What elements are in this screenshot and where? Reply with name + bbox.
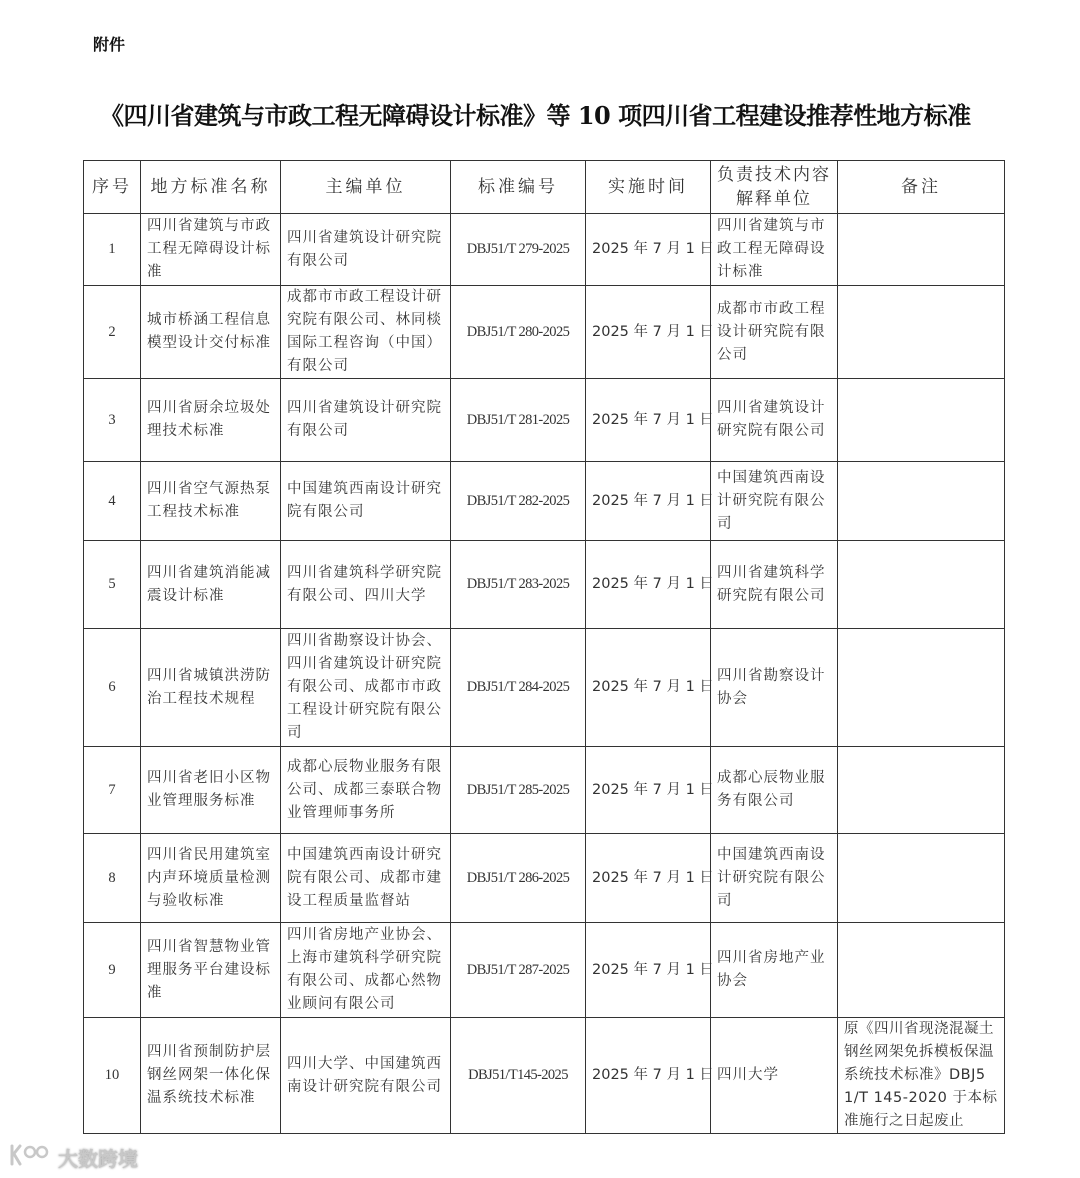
- col-header-interpreter: 负责技术内容解释单位: [711, 161, 838, 214]
- cell-interpreter: 中国建筑西南设计研究院有限公司: [711, 834, 838, 923]
- standards-table: [83, 160, 1005, 1134]
- cell-code: DBJ51/T 287-2025: [451, 923, 586, 1018]
- cell-interpreter: 四川省建筑设计研究院有限公司: [711, 379, 838, 462]
- cell-code: DBJ51/T145-2025: [451, 1018, 586, 1134]
- cell-name: 四川省预制防护层钢丝网架一体化保温系统技术标准: [141, 1018, 281, 1134]
- cell-no: 3: [84, 379, 141, 462]
- cell-name: 四川省空气源热泵工程技术标准: [141, 462, 281, 541]
- cell-editor: 中国建筑西南设计研究院有限公司、成都市建设工程质量监督站: [281, 834, 451, 923]
- cell-no: 9: [84, 923, 141, 1018]
- cell-date: 2025 年 7 月 1 日: [586, 923, 711, 1018]
- table-row: [84, 747, 1005, 834]
- cell-interpreter: 四川省建筑科学研究院有限公司: [711, 541, 838, 629]
- cell-name: 四川省城镇洪涝防治工程技术规程: [141, 629, 281, 747]
- cell-editor: 成都市市政工程设计研究院有限公司、林同棪国际工程咨询（中国）有限公司: [281, 286, 451, 379]
- cell-editor: 四川省建筑科学研究院有限公司、四川大学: [281, 541, 451, 629]
- cell-code: DBJ51/T 283-2025: [451, 541, 586, 629]
- cell-code: DBJ51/T 282-2025: [451, 462, 586, 541]
- table-row: [84, 462, 1005, 541]
- col-header-name: 地方标准名称: [141, 161, 281, 214]
- cell-editor: 中国建筑西南设计研究院有限公司: [281, 462, 451, 541]
- watermark-logo-icon: [8, 1142, 52, 1173]
- cell-editor: 成都心辰物业服务有限公司、成都三泰联合物业管理师事务所: [281, 747, 451, 834]
- cell-note: 原《四川省现浇混凝土钢丝网架免拆模板保温系统技术标准》DBJ51/T 145-2020 于本标准施行之日起废止: [838, 1018, 1005, 1134]
- cell-note: [838, 379, 1005, 462]
- document-title: 《四川省建筑与市政工程无障碍设计标准》等 10 项四川省工程建设推荐性地方标准: [100, 101, 971, 130]
- table-header-row: [84, 161, 1005, 214]
- cell-name: 四川省建筑消能减震设计标准: [141, 541, 281, 629]
- cell-no: 1: [84, 214, 141, 286]
- cell-name: 四川省建筑与市政工程无障碍设计标准: [141, 214, 281, 286]
- attachment-label: 附件: [93, 35, 126, 54]
- col-header-date: 实施时间: [586, 161, 711, 214]
- cell-editor: 四川省房地产业协会、上海市建筑科学研究院有限公司、成都心然物业顾问有限公司: [281, 923, 451, 1018]
- cell-name: 四川省厨余垃圾处理技术标准: [141, 379, 281, 462]
- cell-date: 2025 年 7 月 1 日: [586, 1018, 711, 1134]
- table-row: [84, 834, 1005, 923]
- table-row: [84, 629, 1005, 747]
- cell-no: 5: [84, 541, 141, 629]
- cell-name: 四川省老旧小区物业管理服务标准: [141, 747, 281, 834]
- cell-interpreter: 中国建筑西南设计研究院有限公司: [711, 462, 838, 541]
- cell-name: 四川省智慧物业管理服务平台建设标准: [141, 923, 281, 1018]
- cell-date: 2025 年 7 月 1 日: [586, 214, 711, 286]
- cell-interpreter: 成都心辰物业服务有限公司: [711, 747, 838, 834]
- cell-interpreter: 四川大学: [711, 1018, 838, 1134]
- cell-editor: 四川大学、中国建筑西南设计研究院有限公司: [281, 1018, 451, 1134]
- cell-note: [838, 541, 1005, 629]
- table-row: [84, 923, 1005, 1018]
- cell-note: [838, 462, 1005, 541]
- cell-editor: 四川省建筑设计研究院有限公司: [281, 379, 451, 462]
- cell-date: 2025 年 7 月 1 日: [586, 379, 711, 462]
- cell-code: DBJ51/T 285-2025: [451, 747, 586, 834]
- cell-note: [838, 923, 1005, 1018]
- cell-code: DBJ51/T 279-2025: [451, 214, 586, 286]
- cell-editor: 四川省勘察设计协会、四川省建筑设计研究院有限公司、成都市市政工程设计研究院有限公司: [281, 629, 451, 747]
- watermark: [8, 1142, 138, 1173]
- cell-no: 10: [84, 1018, 141, 1134]
- table-row: [84, 286, 1005, 379]
- cell-interpreter: 四川省建筑与市政工程无障碍设计标准: [711, 214, 838, 286]
- table-row: [84, 379, 1005, 462]
- col-header-editor: 主编单位: [281, 161, 451, 214]
- cell-note: [838, 214, 1005, 286]
- cell-date: 2025 年 7 月 1 日: [586, 834, 711, 923]
- cell-interpreter: 成都市市政工程设计研究院有限公司: [711, 286, 838, 379]
- cell-note: [838, 286, 1005, 379]
- col-header-code: 标准编号: [451, 161, 586, 214]
- col-header-note: 备注: [838, 161, 1005, 214]
- table-row: [84, 214, 1005, 286]
- cell-note: [838, 747, 1005, 834]
- cell-date: 2025 年 7 月 1 日: [586, 286, 711, 379]
- cell-no: 4: [84, 462, 141, 541]
- cell-code: DBJ51/T 286-2025: [451, 834, 586, 923]
- cell-no: 8: [84, 834, 141, 923]
- cell-no: 2: [84, 286, 141, 379]
- cell-date: 2025 年 7 月 1 日: [586, 747, 711, 834]
- watermark-text: 大数跨境: [58, 1147, 138, 1171]
- table-row: [84, 1018, 1005, 1134]
- table-row: [84, 541, 1005, 629]
- cell-code: DBJ51/T 284-2025: [451, 629, 586, 747]
- cell-editor: 四川省建筑设计研究院有限公司: [281, 214, 451, 286]
- col-header-no: 序号: [84, 161, 141, 214]
- cell-interpreter: 四川省勘察设计协会: [711, 629, 838, 747]
- cell-code: DBJ51/T 280-2025: [451, 286, 586, 379]
- cell-date: 2025 年 7 月 1 日: [586, 462, 711, 541]
- cell-name: 城市桥涵工程信息模型设计交付标准: [141, 286, 281, 379]
- cell-note: [838, 629, 1005, 747]
- cell-date: 2025 年 7 月 1 日: [586, 541, 711, 629]
- cell-interpreter: 四川省房地产业协会: [711, 923, 838, 1018]
- cell-note: [838, 834, 1005, 923]
- cell-code: DBJ51/T 281-2025: [451, 379, 586, 462]
- cell-date: 2025 年 7 月 1 日: [586, 629, 711, 747]
- cell-no: 7: [84, 747, 141, 834]
- cell-no: 6: [84, 629, 141, 747]
- cell-name: 四川省民用建筑室内声环境质量检测与验收标准: [141, 834, 281, 923]
